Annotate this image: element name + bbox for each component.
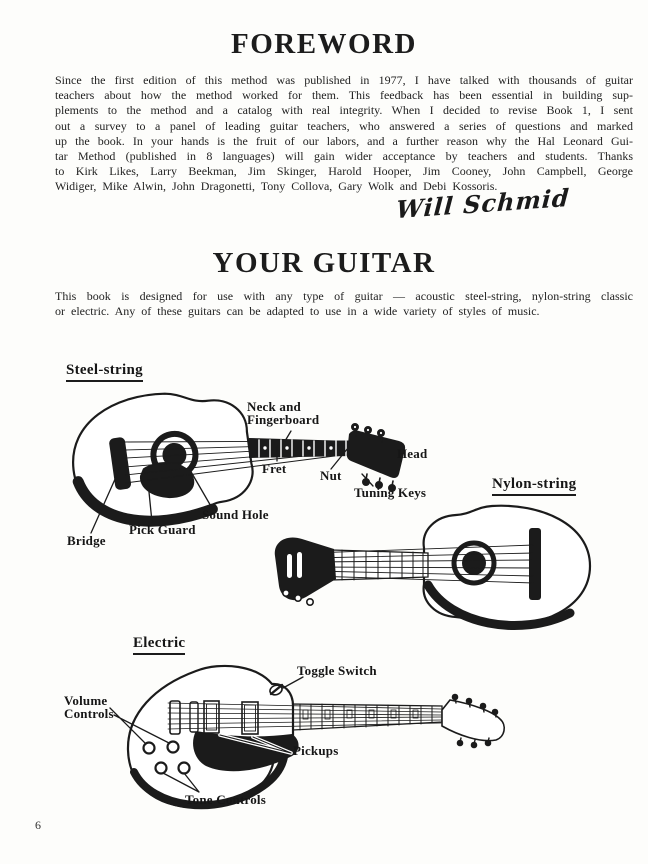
tone-knob: [156, 763, 167, 774]
label-line: Volume: [64, 693, 108, 708]
text-line: tar Method (published in 8 languages) will gain wider acceptance by teachers and students. Thanks: [55, 148, 633, 163]
text-line: to Kirk Likes, Larry Beekman, Jim Skinger, Harold Hooper, Jim Cooney, John Campbell, George: [55, 164, 633, 179]
label-nut: Nut: [320, 468, 342, 483]
label-line: Neck and: [247, 399, 301, 414]
electric-guitar-drawing: [110, 663, 504, 807]
label-fret: Fret: [262, 461, 287, 476]
text-line: teachers about how the method worked for them. This feedback has been essential in building sup-: [55, 88, 633, 103]
label-sound-hole: Sound Hole: [202, 507, 269, 522]
signature: Will Schmid: [395, 182, 571, 225]
nylon-bridge: [529, 528, 541, 600]
tone-knob: [179, 763, 190, 774]
nylon-neck: [332, 550, 428, 580]
label-toggle-switch: Toggle Switch: [297, 663, 377, 678]
page-number: 6: [35, 818, 41, 832]
foreword-title: FOREWORD: [231, 28, 417, 60]
foreword-paragraph: [55, 73, 633, 195]
label-pick-guard: Pick Guard: [129, 522, 196, 537]
text-line: plements to the method and a catalog with real integrity. When I decided to revise Book 1, I sent: [55, 103, 633, 118]
label-tone-controls: Tone Controls: [185, 792, 266, 807]
label-pickups: Pickups: [293, 743, 339, 758]
steel-string-heading: Steel-string: [66, 362, 143, 382]
text-line: out a survey to a panel of leading guitar teachers, who answered a series of questions and marked: [55, 118, 633, 133]
text-line: Since the first edition of this method was published in 1977, I have talked with thousands of guitar: [55, 73, 633, 87]
label-line: Controls: [64, 706, 114, 721]
label-bridge: Bridge: [67, 533, 106, 548]
label-head: Head: [397, 446, 428, 461]
volume-knob: [144, 743, 155, 754]
label-neck-and-fingerboard: [247, 400, 319, 426]
text-line: or electric. Any of these guitars can be adapted to use in a wide variety of styles of music.: [55, 304, 540, 319]
text-line: This book is designed for use with any type of guitar — acoustic steel-string, nylon-string classic: [55, 289, 633, 303]
electric-headstock: [442, 700, 504, 741]
label-line: Fingerboard: [247, 412, 320, 427]
text-line: Widiger, Mike Alwin, John Dragonetti, Tony Collova, Gary Wolk and Debi Kossoris.: [55, 179, 498, 194]
your-guitar-title: YOUR GUITAR: [212, 247, 436, 279]
nylon-string-guitar-drawing: [275, 506, 590, 627]
label-tuning-keys: Tuning Keys: [354, 485, 427, 500]
label-volume-controls: [64, 694, 114, 720]
electric-heading: Electric: [133, 635, 185, 655]
text-line: up the book. In your hands is the fruit of our labors, and a further reason why the Hal Leonard Gui-: [55, 133, 633, 148]
nylon-string-heading: Nylon-string: [492, 476, 576, 496]
your-guitar-paragraph: [55, 289, 633, 319]
